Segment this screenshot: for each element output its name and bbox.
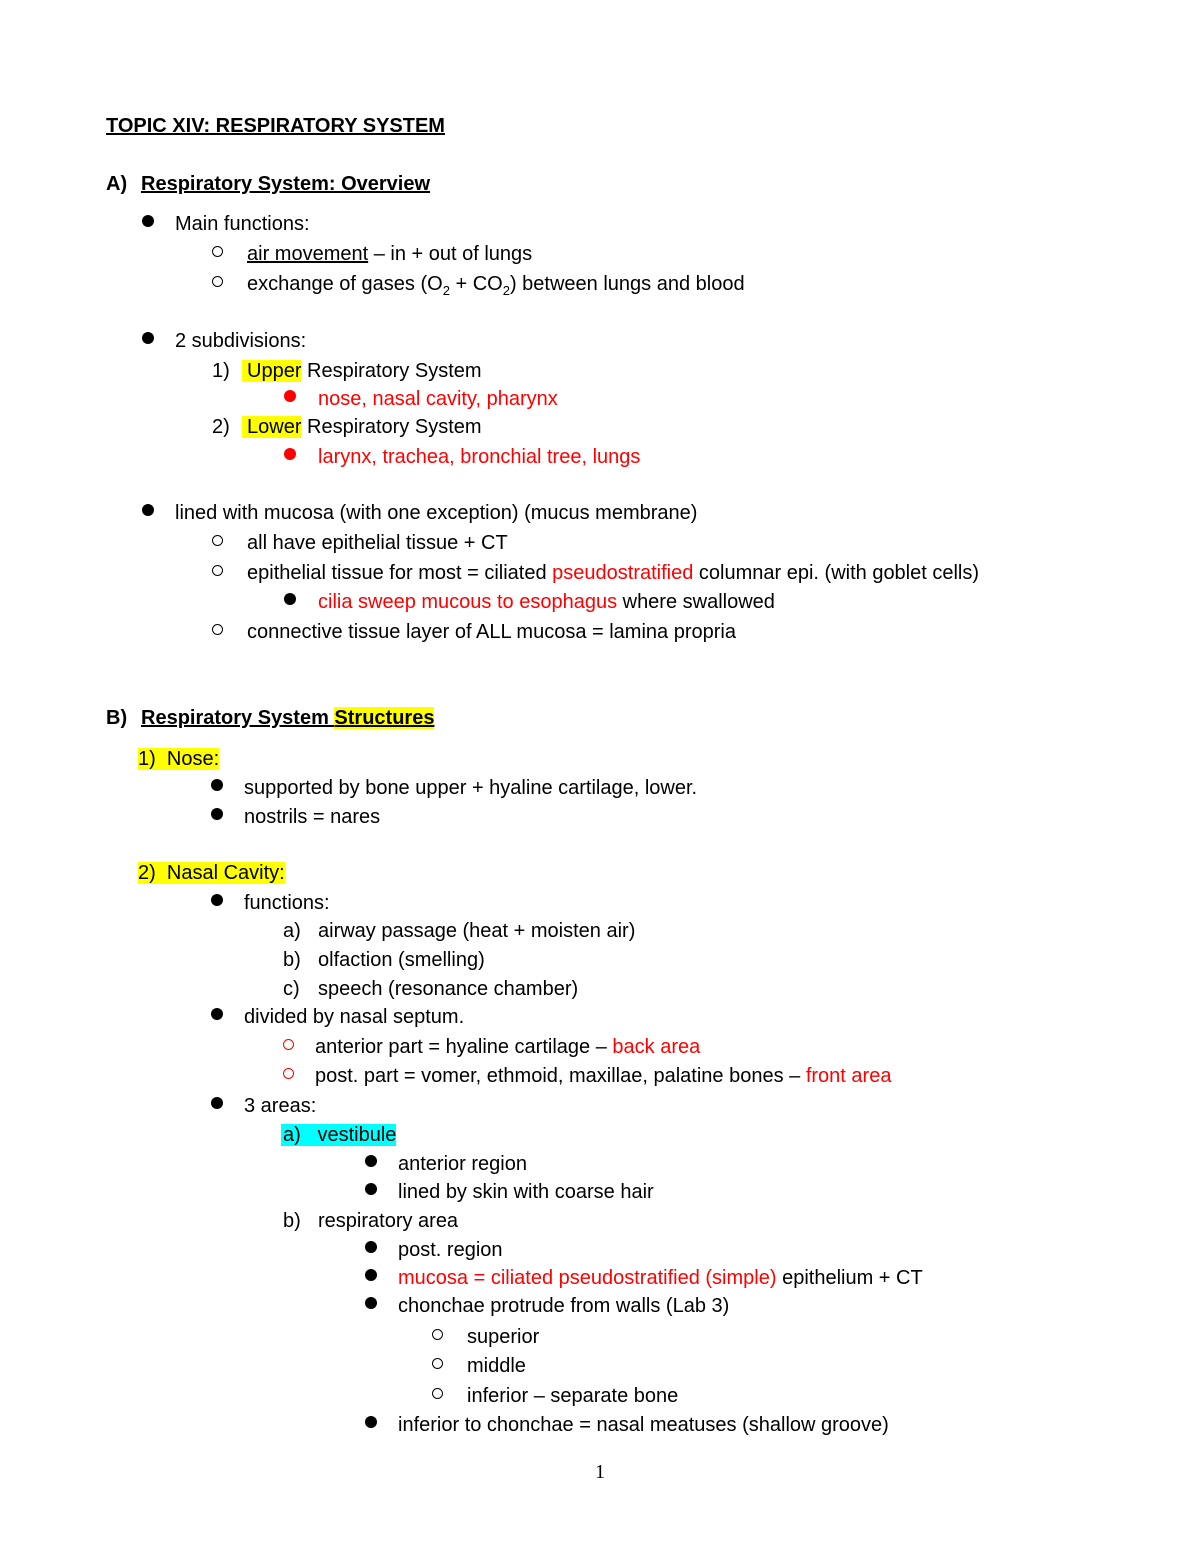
mucosa-sub-2-b: columnar epi. (with goblet cells) — [693, 562, 980, 584]
bullet-icon — [365, 1269, 377, 1281]
vestibule-item-1-text: anterior region — [398, 1153, 527, 1175]
function-c-marker: c) — [283, 978, 300, 1000]
section-a-marker: A) — [106, 173, 128, 195]
upper-highlight: Upper — [242, 360, 301, 382]
lower-highlight: Lower — [242, 416, 301, 438]
function-b-text: olfaction (smelling) — [318, 949, 485, 971]
functions-label: functions: — [244, 892, 330, 914]
bullet-icon — [284, 593, 296, 605]
nose-item-2-text: nostrils = nares — [244, 806, 381, 828]
bullet-icon — [211, 779, 223, 791]
section-a-heading — [106, 170, 431, 198]
section-a-title: Respiratory System: Overview — [141, 173, 431, 195]
bullet-icon — [365, 1297, 377, 1309]
nose-heading-text: 1) Nose: — [138, 748, 220, 770]
subdivisions-label: 2 subdivisions: — [175, 330, 307, 352]
function-b-marker: b) — [283, 949, 301, 971]
upper-parts: nose, nasal cavity, pharynx — [318, 388, 558, 410]
circle-bullet-icon — [212, 276, 223, 287]
vestibule-heading — [281, 1121, 396, 1149]
red-circle-bullet-icon — [283, 1039, 294, 1050]
cilia-rest-text: where swallowed — [617, 591, 775, 613]
vestibule-item-2-text: lined by skin with coarse hair — [398, 1181, 654, 1203]
resp-item-4-text: inferior to chonchae = nasal meatuses (shallow groove) — [398, 1414, 889, 1436]
mucosa-label: lined with mucosa (with one exception) (mucus membrane) — [175, 502, 698, 524]
bullet-icon — [365, 1183, 377, 1195]
cilia-red-text: cilia sweep mucous to esophagus — [318, 591, 618, 613]
air-movement-term: air movement — [247, 243, 369, 265]
circle-bullet-icon — [432, 1388, 443, 1399]
air-movement-desc: – in + out of lungs — [368, 243, 533, 265]
red-bullet-icon — [284, 390, 296, 402]
bullet-icon — [211, 894, 223, 906]
bullet-icon — [142, 332, 154, 344]
section-b-title: Respiratory System — [141, 707, 335, 729]
bullet-icon — [211, 1097, 223, 1109]
bullet-icon — [211, 808, 223, 820]
bullet-icon — [365, 1416, 377, 1428]
bullet-icon — [365, 1241, 377, 1253]
upper-number: 1) — [212, 360, 230, 382]
lower-number: 2) — [212, 416, 230, 438]
front-area-text: front area — [805, 1065, 892, 1087]
gas-exchange-text: exchange of gases $(O_2 + CO_2)$ between lungs and blood — [247, 273, 745, 298]
mucosa-sub-2-a: epithelial tissue for most = ciliated — [247, 562, 553, 584]
resp-item-1-text: post. region — [398, 1239, 503, 1261]
bullet-icon — [142, 504, 154, 516]
circle-bullet-icon — [212, 246, 223, 257]
page-number: 1 — [595, 1461, 605, 1483]
function-c-text: speech (resonance chamber) — [318, 978, 579, 1000]
section-b-marker: B) — [106, 707, 128, 729]
section-b-title-highlight: Structures — [334, 707, 435, 729]
concha-inferior-text: inferior – separate bone — [467, 1385, 679, 1407]
areas-label: 3 areas: — [244, 1095, 317, 1117]
nasal-cavity-heading-text: 2) Nasal Cavity: — [138, 862, 285, 884]
mucosa-sub-4-text: connective tissue layer of ALL mucosa = lamina propria — [247, 621, 736, 643]
septum-text: divided by nasal septum. — [244, 1006, 465, 1028]
septum-sub-1-text: anterior part = hyaline cartilage – — [315, 1036, 613, 1058]
nose-item-1-text: supported by bone upper + hyaline cartilage, lower. — [244, 777, 698, 799]
respiratory-area-marker: b) — [283, 1210, 301, 1232]
vestibule-highlight: a) vestibule — [283, 1124, 397, 1146]
function-a-marker: a) — [283, 920, 301, 942]
circle-bullet-icon — [432, 1329, 443, 1340]
lower-parts: larynx, trachea, bronchial tree, lungs — [318, 446, 641, 468]
function-a-text: airway passage (heat + moisten air) — [318, 920, 636, 942]
nose-heading — [138, 745, 219, 773]
respiratory-area-text: respiratory area — [318, 1210, 459, 1232]
pseudostratified-term: pseudostratified — [552, 562, 694, 584]
circle-bullet-icon — [212, 535, 223, 546]
concha-middle-text: middle — [467, 1355, 526, 1377]
circle-bullet-icon — [212, 624, 223, 635]
bullet-icon — [365, 1155, 377, 1167]
circle-bullet-icon — [432, 1358, 443, 1369]
circle-bullet-icon — [212, 565, 223, 576]
resp-item-3-text: chonchae protrude from walls (Lab 3) — [398, 1295, 730, 1317]
concha-superior-text: superior — [467, 1326, 540, 1348]
bullet-icon — [142, 215, 154, 227]
section-b-heading — [106, 704, 435, 732]
resp-item-2-red: mucosa = ciliated pseudostratified (simple) — [398, 1267, 777, 1289]
back-area-text: back area — [612, 1036, 701, 1058]
red-circle-bullet-icon — [283, 1068, 294, 1079]
lower-label: Respiratory System — [301, 416, 482, 438]
upper-label: Respiratory System — [301, 360, 482, 382]
red-bullet-icon — [284, 448, 296, 460]
bullet-icon — [211, 1008, 223, 1020]
page-title: TOPIC XIV: RESPIRATORY SYSTEM — [106, 115, 445, 137]
septum-sub-2-text: post. part = vomer, ethmoid, maxillae, palatine bones – — [315, 1065, 806, 1087]
mucosa-sub-1-text: all have epithelial tissue + CT — [247, 532, 508, 554]
nasal-cavity-heading — [138, 859, 285, 887]
main-functions-label: Main functions: — [175, 213, 310, 235]
resp-item-2-rest: epithelium + CT — [776, 1267, 923, 1289]
